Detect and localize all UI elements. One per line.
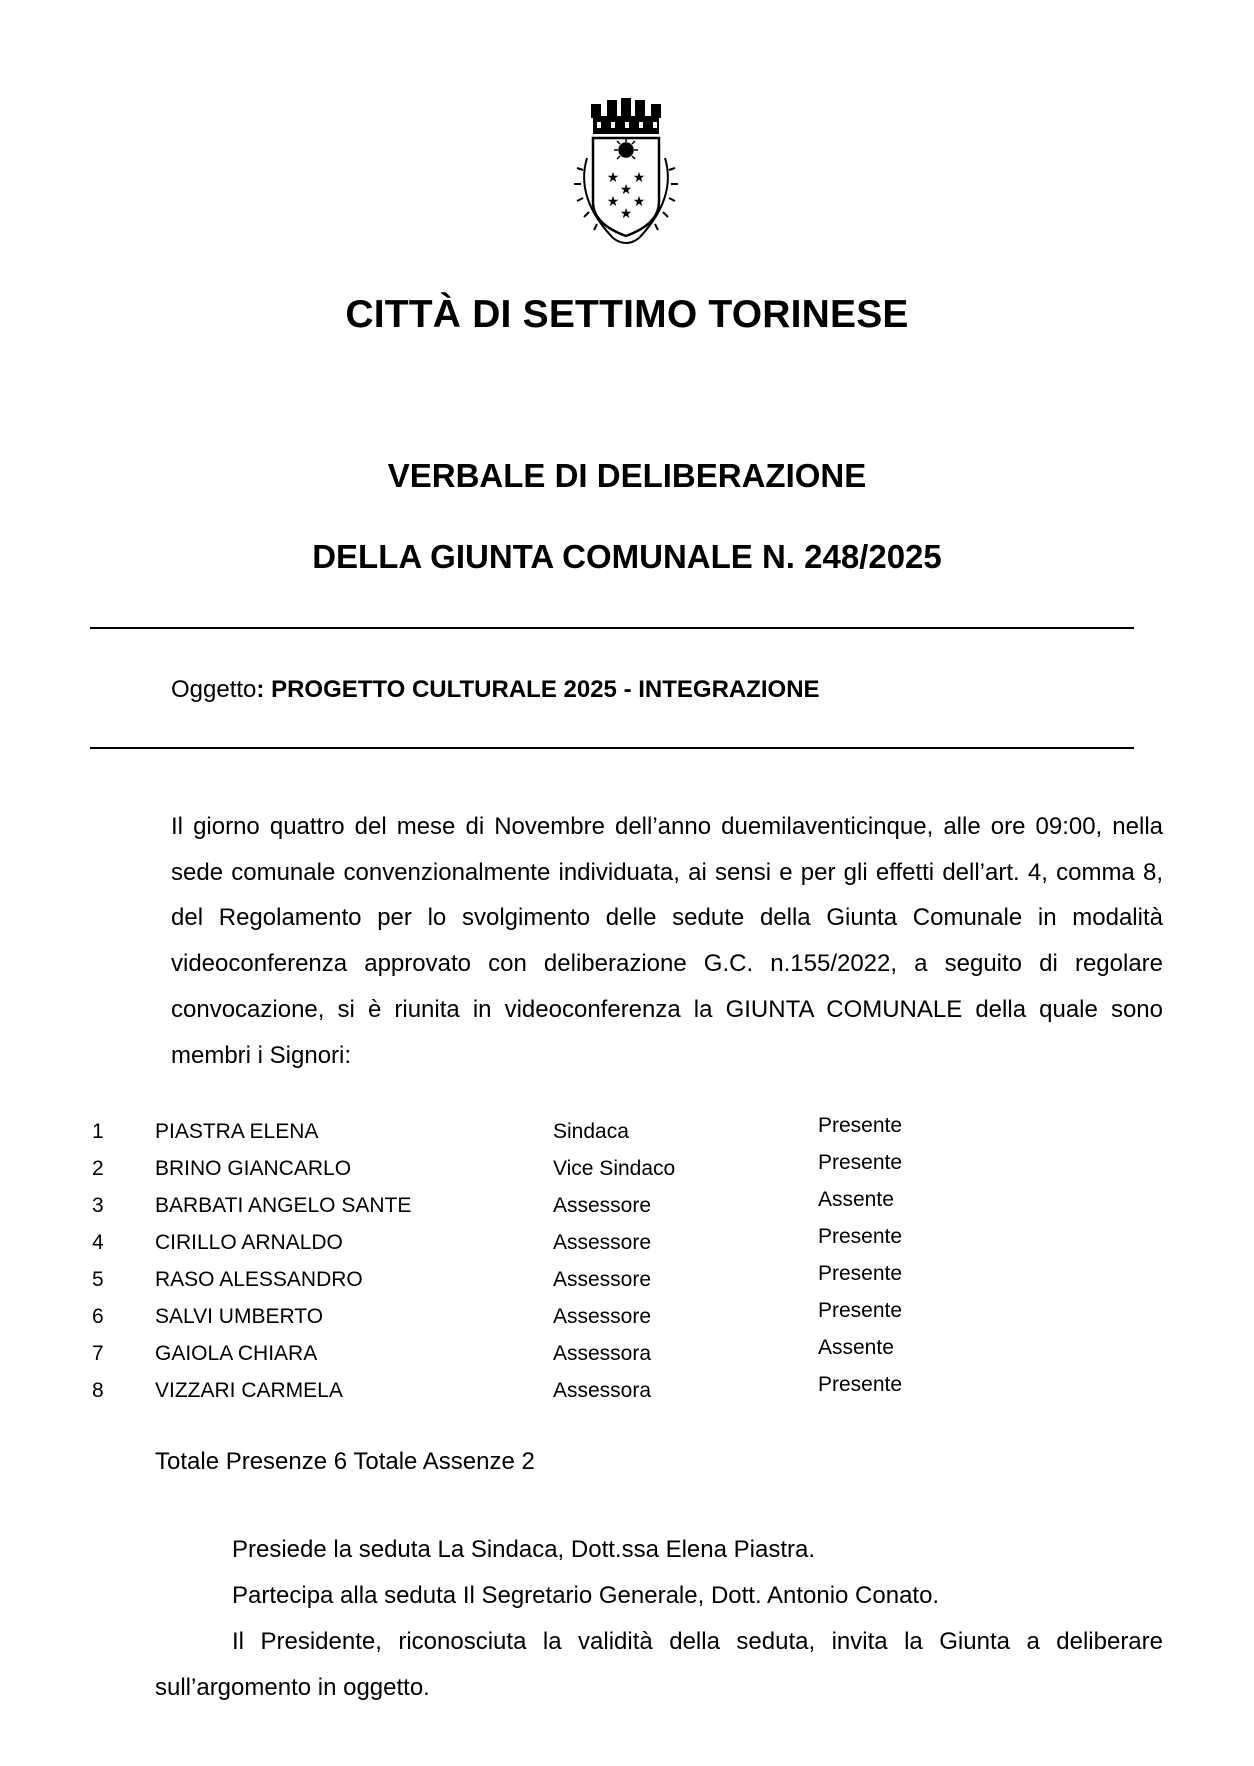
member-name: SALVI UMBERTO <box>155 1305 324 1328</box>
member-number: 6 <box>92 1305 104 1328</box>
member-row <box>0 1151 1254 1193</box>
document-title-line2: DELLA GIUNTA COMUNALE N. 248/2025 <box>312 538 942 575</box>
member-name: BRINO GIANCARLO <box>155 1157 352 1180</box>
member-row <box>0 1373 1254 1415</box>
member-number: 7 <box>92 1342 104 1365</box>
svg-text:★: ★ <box>619 182 633 198</box>
svg-text:★: ★ <box>632 194 646 210</box>
city-title: CITTÀ DI SETTIMO TORINESE <box>345 293 909 336</box>
validity-statement: Il Presidente, riconosciuta la validità della seduta, invita la Giunta a deliberare sull’argomento in oggetto. <box>155 1628 1163 1701</box>
member-status: Presente <box>818 1151 903 1174</box>
subject-value: : PROGETTO CULTURALE 2025 - INTEGRAZIONE <box>256 676 820 703</box>
member-status: Presente <box>818 1262 903 1285</box>
member-name: RASO ALESSANDRO <box>155 1268 363 1291</box>
member-role: Assessore <box>553 1194 652 1217</box>
divider <box>90 627 1134 629</box>
member-name: CIRILLO ARNALDO <box>155 1231 343 1254</box>
member-number: 3 <box>92 1194 104 1217</box>
member-status: Presente <box>818 1299 903 1322</box>
member-number: 4 <box>92 1231 104 1254</box>
member-status: Assente <box>818 1188 894 1211</box>
member-name: VIZZARI CARMELA <box>155 1379 343 1402</box>
member-name: PIASTRA ELENA <box>155 1120 319 1143</box>
member-number: 8 <box>92 1379 104 1402</box>
member-role: Sindaca <box>553 1120 629 1143</box>
member-role: Vice Sindaco <box>553 1157 676 1180</box>
presides-statement: Presiede la seduta La Sindaca, Dott.ssa Elena Piastra. <box>232 1536 816 1563</box>
svg-text:★: ★ <box>619 206 633 222</box>
member-status: Presente <box>818 1225 903 1248</box>
member-status: Assente <box>818 1336 894 1359</box>
member-status: Presente <box>818 1373 903 1396</box>
subject-line <box>171 676 820 704</box>
subject-label: Oggetto <box>171 676 257 703</box>
member-role: Assessora <box>553 1379 652 1402</box>
member-name: GAIOLA CHIARA <box>155 1342 318 1365</box>
member-status: Presente <box>818 1114 903 1137</box>
secretary-statement: Partecipa alla seduta Il Segretario Generale, Dott. Antonio Conato. <box>232 1582 940 1609</box>
svg-text:★: ★ <box>632 170 646 186</box>
attendance-totals: Totale Presenze 6 Totale Assenze 2 <box>155 1448 535 1475</box>
intro-paragraph: Il giorno quattro del mese di Novembre dell’anno duemilaventicinque, alle ore 09:00, nella sede comunale convenzionalmente individuata, ai sensi e per gli effetti dell’art. 4, comma 8, del Regolamento per lo svolgimento delle sedute della Giunta Comunale in modalità videoconferenza approvato con deliberazione G.C. n.155/2022, a seguito di regolare convocazione, si è riunita in videoconferenza la GIUNTA COMUNALE della quale sono membri i Signori: <box>171 813 1163 1069</box>
document-title-line1: VERBALE DI DELIBERAZIONE <box>387 457 867 494</box>
member-row <box>0 1299 1254 1341</box>
member-number: 5 <box>92 1268 104 1291</box>
svg-text:★: ★ <box>606 194 620 210</box>
member-number: 1 <box>92 1120 104 1143</box>
member-role: Assessore <box>553 1231 652 1254</box>
closing-section <box>155 1527 1163 1711</box>
member-role: Assessore <box>553 1305 652 1328</box>
member-number: 2 <box>92 1157 104 1180</box>
coat-of-arms-emblem <box>553 98 699 248</box>
crown-icon <box>591 98 661 134</box>
member-name: BARBATI ANGELO SANTE <box>155 1194 412 1217</box>
member-row <box>0 1336 1254 1378</box>
member-row <box>0 1114 1254 1156</box>
member-row <box>0 1225 1254 1267</box>
member-role: Assessore <box>553 1268 652 1291</box>
divider <box>90 747 1134 749</box>
member-row <box>0 1262 1254 1304</box>
member-role: Assessora <box>553 1342 652 1365</box>
svg-text:★: ★ <box>606 170 620 186</box>
member-row <box>0 1188 1254 1230</box>
